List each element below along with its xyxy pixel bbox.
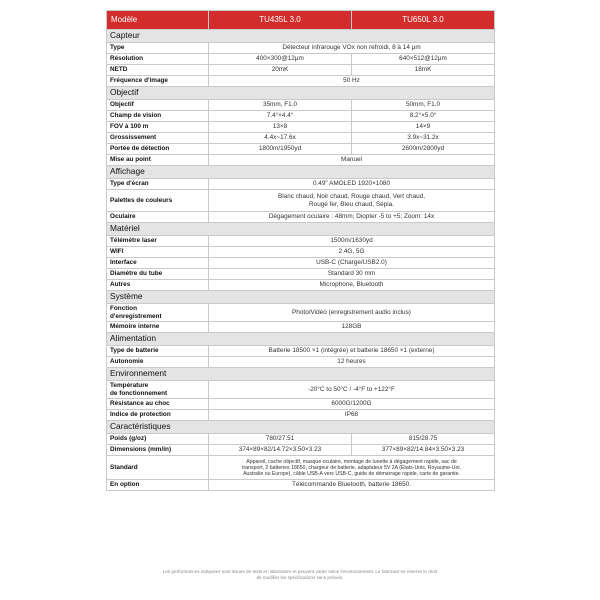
row-value: IP68 <box>209 410 495 421</box>
row-label: Indice de protection <box>107 410 209 421</box>
section-objectif: Objectif <box>107 87 495 100</box>
row-label: Autonomie <box>107 357 209 368</box>
row-value: 0.49" AMOLED 1920×1080 <box>209 179 495 190</box>
row-value: Photo/Vidéo (enregistrement audio inclus) <box>209 304 495 322</box>
row-label: Grossissement <box>107 133 209 144</box>
header-row <box>107 11 495 30</box>
row-label: Type <box>107 43 209 54</box>
row-memoire <box>107 322 495 333</box>
value-tu650l: 14×9 <box>352 122 495 133</box>
row-diametre <box>107 269 495 280</box>
row-value <box>209 190 495 212</box>
standard-line-2: transport, 2 batteries 18650, chargeur de batterie, adaptateur 5V 2A (États-Unis, Royaume-Uni, <box>242 464 461 471</box>
row-batterie <box>107 346 495 357</box>
value-tu650l: 50mm, F1.0 <box>352 100 495 111</box>
row-value: Manuel <box>209 155 495 166</box>
header-model-tu435l: TU435L 3.0 <box>209 11 352 30</box>
spec-sheet <box>106 10 494 491</box>
footnote-line-2: de modifier les spécifications sans préavis. <box>256 574 344 580</box>
row-value: Télécommande Bluetooth, batterie 18650. <box>209 480 495 491</box>
label-line-1: Température <box>110 382 149 390</box>
row-value: 6000G/1200G <box>209 399 495 410</box>
row-ecran <box>107 179 495 190</box>
value-tu435l: 4.4x~17.6x <box>209 133 352 144</box>
row-frequence <box>107 76 495 87</box>
row-type <box>107 43 495 54</box>
label-line-1: Fonction <box>110 305 137 313</box>
row-value: Dégagement oculaire : 48mm; Diopter -5 to +5; Zoom: 14x <box>209 212 495 223</box>
row-protection <box>107 410 495 421</box>
row-palettes <box>107 190 495 212</box>
row-value: 50 Hz <box>209 76 495 87</box>
row-netd <box>107 65 495 76</box>
row-label: Standard <box>107 456 209 480</box>
value-tu650l: 8.2°×5.0° <box>352 111 495 122</box>
value-tu435l: 13×8 <box>209 122 352 133</box>
row-dimensions <box>107 445 495 456</box>
row-value: 1500m/1630yd <box>209 236 495 247</box>
row-label: Type de batterie <box>107 346 209 357</box>
row-label: Objectif <box>107 100 209 111</box>
standard-line-1: Appareil, cache objectif, masque oculaire, montage de lunette à dégagement rapide, sac de <box>246 458 457 465</box>
value-tu435l: 400×300@12μm <box>209 54 352 65</box>
value-tu435l: 7.4°×4.4° <box>209 111 352 122</box>
section-materiel: Matériel <box>107 223 495 236</box>
row-label: Autres <box>107 280 209 291</box>
label-line-2: d'enregistrement <box>110 312 162 320</box>
palettes-line-1: Blanc chaud, Noir chaud, Rouge chaud, Vert chaud, <box>277 193 426 201</box>
row-label <box>107 381 209 399</box>
row-label: Portée de détection <box>107 144 209 155</box>
row-label: Palettes de couleurs <box>107 190 209 212</box>
value-tu650l: 3.9x~31.2x <box>352 133 495 144</box>
section-caracteristiques: Caractéristiques <box>107 421 495 434</box>
row-value: 12 heures <box>209 357 495 368</box>
row-label: Résistance au choc <box>107 399 209 410</box>
value-tu435l: 35mm, F1.0 <box>209 100 352 111</box>
spec-table <box>106 10 495 491</box>
row-label: Mise au point <box>107 155 209 166</box>
row-mise-au-point <box>107 155 495 166</box>
row-value: -20°C to 50°C / -4°F to +122°F <box>209 381 495 399</box>
value-tu650l: 640×512@12μm <box>352 54 495 65</box>
row-option <box>107 480 495 491</box>
row-label: Poids (g/oz) <box>107 434 209 445</box>
row-label: FOV à 100 m <box>107 122 209 133</box>
row-label: En option <box>107 480 209 491</box>
row-label: Type d'écran <box>107 179 209 190</box>
standard-line-3: Australie ou Europe), câble USB-A vers USB-C, guide de démarrage rapide, carte de garantie. <box>243 470 460 477</box>
row-label: Mémoire interne <box>107 322 209 333</box>
row-label: Champ de vision <box>107 111 209 122</box>
header-model-label: Modèle <box>107 11 209 30</box>
row-label: Fréquence d'image <box>107 76 209 87</box>
value-tu650l: 377×89×82/14.84×3.50×3.23 <box>352 445 495 456</box>
row-label: Résolution <box>107 54 209 65</box>
value-tu435l: 1800m/1950yd <box>209 144 352 155</box>
row-label: Oculaire <box>107 212 209 223</box>
row-portee <box>107 144 495 155</box>
footnote <box>106 569 494 580</box>
value-tu650l: 815/28.75 <box>352 434 495 445</box>
row-oculaire <box>107 212 495 223</box>
row-value: Batterie 18500 ×1 (intégrée) et batterie 18650 ×1 (externe) <box>209 346 495 357</box>
row-value: USB-C (Charge/USB2.0) <box>209 258 495 269</box>
row-value: Microphone, Bluetooth <box>209 280 495 291</box>
value-tu650l: 18mK <box>352 65 495 76</box>
row-label: WIFI <box>107 247 209 258</box>
section-alimentation: Alimentation <box>107 333 495 346</box>
row-telemetre <box>107 236 495 247</box>
label-line-2: de fonctionnement <box>110 389 168 397</box>
row-choc <box>107 399 495 410</box>
row-wifi <box>107 247 495 258</box>
row-standard <box>107 456 495 480</box>
section-systeme: Système <box>107 291 495 304</box>
row-temperature <box>107 381 495 399</box>
value-tu435l: 374×89×82/14.72×3.50×3.23 <box>209 445 352 456</box>
value-tu435l: 780/27.51 <box>209 434 352 445</box>
row-resolution <box>107 54 495 65</box>
row-value: Détecteur infrarouge VOx non refroidi, 8 à 14 μm <box>209 43 495 54</box>
row-fov <box>107 122 495 133</box>
section-affichage: Affichage <box>107 166 495 179</box>
row-value <box>209 456 495 480</box>
row-fonction-enregistrement <box>107 304 495 322</box>
header-model-tu650l: TU650L 3.0 <box>352 11 495 30</box>
value-tu650l: 2600m/2800yd <box>352 144 495 155</box>
row-grossissement <box>107 133 495 144</box>
row-label: Télémètre laser <box>107 236 209 247</box>
row-poids <box>107 434 495 445</box>
row-value: 128GB <box>209 322 495 333</box>
row-label: Interface <box>107 258 209 269</box>
footnote-line-1: Les performances indiquées sont issues de tests en laboratoire et peuvent varier selon l'environnement. Le fabricant se réserve le droit <box>162 569 438 574</box>
row-label: NETD <box>107 65 209 76</box>
row-interface <box>107 258 495 269</box>
section-capteur: Capteur <box>107 30 495 43</box>
row-label: Diamètre du tube <box>107 269 209 280</box>
row-value: 2.4G, 5G <box>209 247 495 258</box>
row-objectif <box>107 100 495 111</box>
row-autres <box>107 280 495 291</box>
row-label: Dimensions (mm/in) <box>107 445 209 456</box>
palettes-line-2: Rouge fer, Bleu chaud, Sépia. <box>309 200 394 208</box>
row-autonomie <box>107 357 495 368</box>
row-champ-de-vision <box>107 111 495 122</box>
row-value: Standard 30 mm <box>209 269 495 280</box>
value-tu435l: 20mK <box>209 65 352 76</box>
section-environnement: Environnement <box>107 368 495 381</box>
row-label <box>107 304 209 322</box>
